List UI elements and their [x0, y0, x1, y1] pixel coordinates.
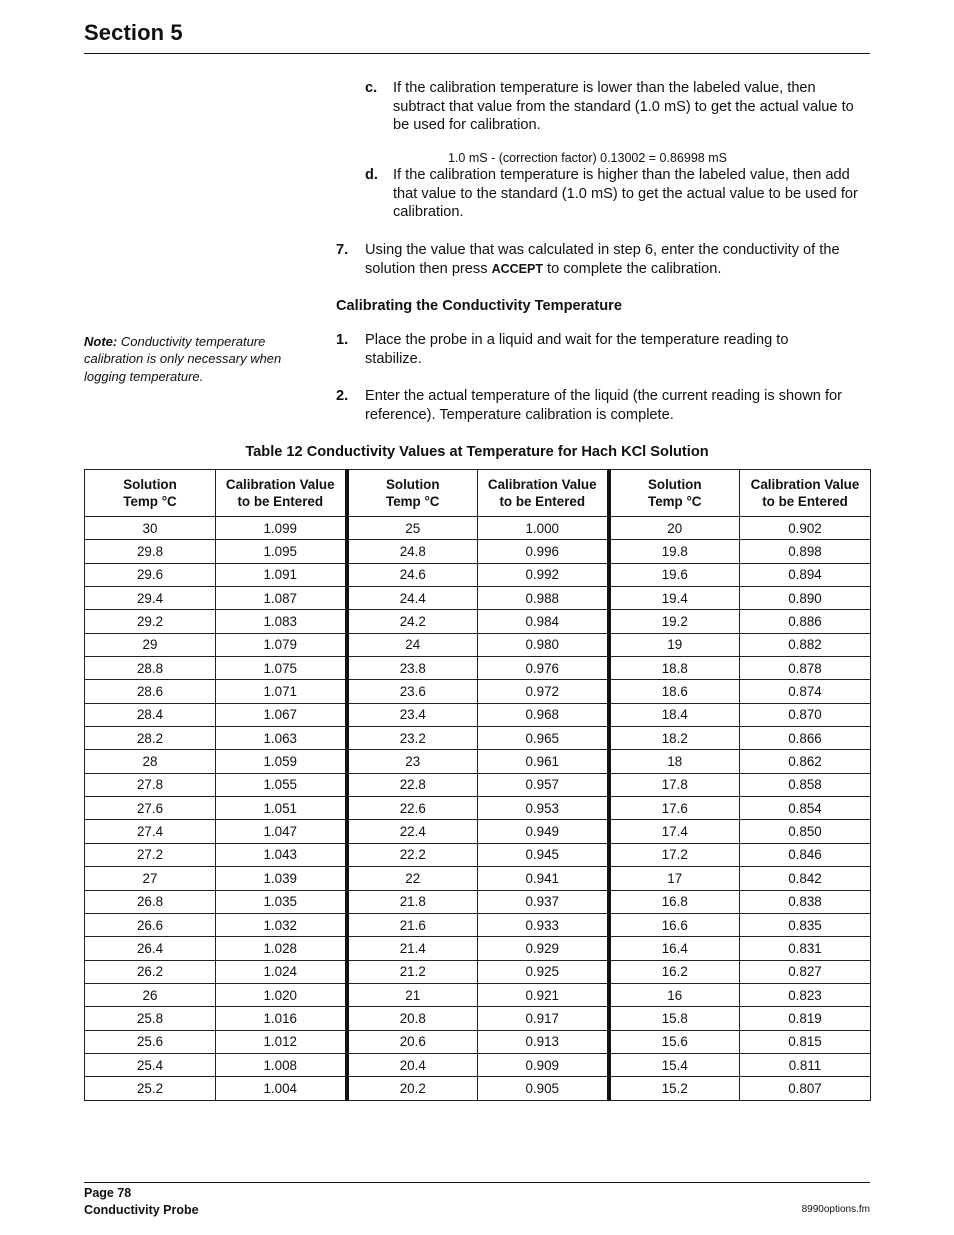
table-cell: 29.2 — [85, 610, 216, 633]
table-cell: 23 — [347, 750, 478, 773]
table-cell: 0.941 — [478, 867, 609, 890]
table-cell: 1.000 — [478, 517, 609, 540]
step-d-label: d. — [365, 167, 378, 183]
table-cell: 1.087 — [216, 587, 347, 610]
table-cell: 30 — [85, 517, 216, 540]
table-cell: 18.2 — [609, 727, 740, 750]
temp-step-1-label: 1. — [336, 332, 349, 348]
table-cell: 22.8 — [347, 773, 478, 796]
table-cell: 0.827 — [740, 960, 871, 983]
table-row — [85, 680, 871, 703]
table-cell: 0.917 — [478, 1007, 609, 1030]
correction-equation: 1.0 mS - (correction factor) 0.13002 = 0.86998 mS — [448, 151, 727, 165]
table-cell: 0.976 — [478, 657, 609, 680]
table-cell: 0.807 — [740, 1077, 871, 1100]
table-cell: 1.075 — [216, 657, 347, 680]
table-cell: 0.905 — [478, 1077, 609, 1100]
table-cell: 22 — [347, 867, 478, 890]
step-d-text: If the calibration temperature is higher than the labeled value, then add that value to the standard (1.0 mS) to get the actual value to be used for calibration. — [393, 167, 858, 220]
table-cell: 1.099 — [216, 517, 347, 540]
table-cell: 0.980 — [478, 633, 609, 656]
header-cell — [85, 470, 216, 517]
table-cell: 0.858 — [740, 773, 871, 796]
table-cell: 1.071 — [216, 680, 347, 703]
header-line: Solution — [385, 477, 440, 492]
table-row — [85, 703, 871, 726]
table-row — [85, 517, 871, 540]
conductivity-table — [84, 469, 871, 1101]
step-7 — [336, 241, 870, 278]
table-cell: 28.2 — [85, 727, 216, 750]
table-cell: 0.866 — [740, 727, 871, 750]
table-cell: 1.059 — [216, 750, 347, 773]
table-row — [85, 610, 871, 633]
table-row — [85, 960, 871, 983]
table-cell: 1.004 — [216, 1077, 347, 1100]
table-cell: 1.032 — [216, 913, 347, 936]
table-cell: 0.996 — [478, 540, 609, 563]
step-d — [365, 166, 870, 222]
table-cell: 15.4 — [609, 1053, 740, 1076]
table-cell: 20.2 — [347, 1077, 478, 1100]
table-body — [85, 517, 871, 1101]
table-cell: 1.067 — [216, 703, 347, 726]
table-cell: 0.937 — [478, 890, 609, 913]
table-cell: 18.4 — [609, 703, 740, 726]
temp-step-2-label: 2. — [336, 388, 349, 404]
table-cell: 25 — [347, 517, 478, 540]
footer-left — [84, 1185, 199, 1219]
table-cell: 16.6 — [609, 913, 740, 936]
table-row — [85, 633, 871, 656]
header-line: Temp °C — [386, 494, 440, 509]
table-cell: 0.815 — [740, 1030, 871, 1053]
table-cell: 0.965 — [478, 727, 609, 750]
table-row — [85, 913, 871, 936]
header-line: Calibration Value — [750, 477, 860, 492]
table-row — [85, 773, 871, 796]
note — [84, 333, 309, 385]
table-row — [85, 890, 871, 913]
table-cell: 23.6 — [347, 680, 478, 703]
temp-step-2 — [336, 387, 870, 424]
table-cell: 18 — [609, 750, 740, 773]
header-line: to be Entered — [237, 494, 324, 509]
table-cell: 19.8 — [609, 540, 740, 563]
table-cell: 28 — [85, 750, 216, 773]
header-line: Calibration Value — [225, 477, 335, 492]
table-cell: 20 — [609, 517, 740, 540]
table-cell: 23.4 — [347, 703, 478, 726]
table-cell: 0.874 — [740, 680, 871, 703]
table-cell: 1.024 — [216, 960, 347, 983]
table-cell: 22.2 — [347, 843, 478, 866]
table-cell: 26.4 — [85, 937, 216, 960]
step-c — [365, 79, 870, 135]
header-line: to be Entered — [762, 494, 848, 509]
table-cell: 29.4 — [85, 587, 216, 610]
table-cell: 27 — [85, 867, 216, 890]
table-row — [85, 587, 871, 610]
table-cell: 0.945 — [478, 843, 609, 866]
table-cell: 15.8 — [609, 1007, 740, 1030]
table-row — [85, 540, 871, 563]
table-row — [85, 797, 871, 820]
table-row — [85, 727, 871, 750]
table-cell: 25.6 — [85, 1030, 216, 1053]
table-cell: 20.8 — [347, 1007, 478, 1030]
table-row — [85, 867, 871, 890]
table-cell: 1.035 — [216, 890, 347, 913]
table-cell: 21.4 — [347, 937, 478, 960]
table-cell: 21.2 — [347, 960, 478, 983]
table-row — [85, 937, 871, 960]
table-cell: 0.894 — [740, 563, 871, 586]
table-cell: 25.8 — [85, 1007, 216, 1030]
header-cell — [609, 470, 740, 517]
table-cell: 0.819 — [740, 1007, 871, 1030]
table-cell: 21 — [347, 983, 478, 1006]
table-cell: 17 — [609, 867, 740, 890]
document-title: Conductivity Probe — [84, 1203, 199, 1217]
table-cell: 0.850 — [740, 820, 871, 843]
table-cell: 26.2 — [85, 960, 216, 983]
table-cell: 1.091 — [216, 563, 347, 586]
table-cell: 21.6 — [347, 913, 478, 936]
header-line: Temp °C — [123, 494, 177, 509]
table-cell: 15.2 — [609, 1077, 740, 1100]
table-cell: 0.909 — [478, 1053, 609, 1076]
table-cell: 1.095 — [216, 540, 347, 563]
table-cell: 29.6 — [85, 563, 216, 586]
note-label: Note: — [84, 334, 118, 349]
table-cell: 0.921 — [478, 983, 609, 1006]
table-cell: 0.862 — [740, 750, 871, 773]
table-caption: Table 12 Conductivity Values at Temperature for Hach KCl Solution — [245, 444, 709, 460]
table-cell: 0.882 — [740, 633, 871, 656]
table-cell: 1.008 — [216, 1053, 347, 1076]
table-cell: 17.2 — [609, 843, 740, 866]
table-cell: 0.898 — [740, 540, 871, 563]
table-cell: 1.043 — [216, 843, 347, 866]
table-cell: 29.8 — [85, 540, 216, 563]
table-cell: 0.925 — [478, 960, 609, 983]
header-cell — [347, 470, 478, 517]
table-cell: 1.051 — [216, 797, 347, 820]
table-cell: 22.4 — [347, 820, 478, 843]
header-rule — [84, 53, 870, 54]
table-cell: 23.8 — [347, 657, 478, 680]
table-cell: 16 — [609, 983, 740, 1006]
table-cell: 24.8 — [347, 540, 478, 563]
table-cell: 0.831 — [740, 937, 871, 960]
table-cell: 0.902 — [740, 517, 871, 540]
table-cell: 1.055 — [216, 773, 347, 796]
header-cell — [216, 470, 347, 517]
table-row — [85, 1007, 871, 1030]
table-cell: 1.079 — [216, 633, 347, 656]
header-cell — [478, 470, 609, 517]
table-cell: 28.4 — [85, 703, 216, 726]
header-cell — [740, 470, 871, 517]
table-cell: 16.2 — [609, 960, 740, 983]
table-row — [85, 983, 871, 1006]
table-cell: 28.6 — [85, 680, 216, 703]
table-row — [85, 750, 871, 773]
table-row — [85, 1053, 871, 1076]
table-cell: 0.992 — [478, 563, 609, 586]
step-c-label: c. — [365, 80, 378, 96]
table-cell: 0.842 — [740, 867, 871, 890]
table-cell: 0.846 — [740, 843, 871, 866]
table-cell: 26.8 — [85, 890, 216, 913]
table-cell: 0.823 — [740, 983, 871, 1006]
accept-key: ACCEPT — [491, 261, 543, 276]
table-cell: 20.6 — [347, 1030, 478, 1053]
table-cell: 19.6 — [609, 563, 740, 586]
table-row — [85, 1077, 871, 1100]
table-cell: 27.2 — [85, 843, 216, 866]
table-cell: 22.6 — [347, 797, 478, 820]
table-cell: 19.4 — [609, 587, 740, 610]
header-line: to be Entered — [499, 494, 586, 509]
table-cell: 17.6 — [609, 797, 740, 820]
step-7-label: 7. — [336, 242, 349, 258]
table-cell: 0.811 — [740, 1053, 871, 1076]
header-line: Solution — [647, 477, 702, 492]
header-line: Temp °C — [648, 494, 702, 509]
table-cell: 0.953 — [478, 797, 609, 820]
table-cell: 29 — [85, 633, 216, 656]
table-cell: 0.929 — [478, 937, 609, 960]
table-cell: 0.878 — [740, 657, 871, 680]
table-cell: 19.2 — [609, 610, 740, 633]
table-cell: 16.8 — [609, 890, 740, 913]
table-cell: 27.6 — [85, 797, 216, 820]
table-cell: 25.2 — [85, 1077, 216, 1100]
table-cell: 20.4 — [347, 1053, 478, 1076]
table-cell: 21.8 — [347, 890, 478, 913]
table-cell: 0.870 — [740, 703, 871, 726]
table-cell: 23.2 — [347, 727, 478, 750]
table-row — [85, 1030, 871, 1053]
table-cell: 19 — [609, 633, 740, 656]
table-cell: 0.933 — [478, 913, 609, 936]
table-cell: 28.8 — [85, 657, 216, 680]
table-cell: 0.968 — [478, 703, 609, 726]
table-cell: 0.913 — [478, 1030, 609, 1053]
table-cell: 0.890 — [740, 587, 871, 610]
page-number: Page 78 — [84, 1186, 132, 1200]
header-line: Calibration Value — [487, 477, 597, 492]
table-header-row — [85, 470, 871, 517]
table-cell: 24.6 — [347, 563, 478, 586]
temp-step-2-text: Enter the actual temperature of the liquid (the current reading is shown for reference). Temperature calibration is complete. — [365, 388, 842, 423]
table-cell: 24.4 — [347, 587, 478, 610]
table-cell: 1.039 — [216, 867, 347, 890]
step-7-text-before: Using the value that was calculated in step 6, enter the conductivity of the solution then press — [365, 242, 840, 277]
table-cell: 0.988 — [478, 587, 609, 610]
table-cell: 0.835 — [740, 913, 871, 936]
table-cell: 0.854 — [740, 797, 871, 820]
table-cell: 24 — [347, 633, 478, 656]
table-cell: 25.4 — [85, 1053, 216, 1076]
table-cell: 1.083 — [216, 610, 347, 633]
table-row — [85, 820, 871, 843]
table-cell: 18.8 — [609, 657, 740, 680]
table-cell: 17.4 — [609, 820, 740, 843]
table-cell: 16.4 — [609, 937, 740, 960]
table-cell: 0.972 — [478, 680, 609, 703]
table-cell: 0.957 — [478, 773, 609, 796]
table-cell: 27.8 — [85, 773, 216, 796]
table-cell: 1.063 — [216, 727, 347, 750]
table-cell: 27.4 — [85, 820, 216, 843]
table-cell: 1.047 — [216, 820, 347, 843]
temp-step-1 — [336, 331, 811, 368]
step-7-text-after: to complete the calibration. — [542, 260, 722, 277]
table-cell: 1.020 — [216, 983, 347, 1006]
table-row — [85, 657, 871, 680]
note-text: Conductivity temperature calibration is only necessary when logging temperature. — [84, 334, 282, 384]
source-filename: 8990options.fm — [801, 1204, 870, 1215]
table-row — [85, 843, 871, 866]
table-cell: 0.984 — [478, 610, 609, 633]
table-cell: 0.961 — [478, 750, 609, 773]
table-cell: 18.6 — [609, 680, 740, 703]
temp-calibration-heading: Calibrating the Conductivity Temperature — [336, 298, 622, 314]
table-cell: 17.8 — [609, 773, 740, 796]
table-cell: 1.028 — [216, 937, 347, 960]
table-cell: 26.6 — [85, 913, 216, 936]
table-cell: 1.016 — [216, 1007, 347, 1030]
step-c-text: If the calibration temperature is lower than the labeled value, then subtract that value from the standard (1.0 mS) to get the actual value to be used for calibration. — [393, 80, 854, 133]
table-cell: 0.949 — [478, 820, 609, 843]
temp-step-1-text: Place the probe in a liquid and wait for the temperature reading to stabilize. — [365, 332, 789, 367]
table-row — [85, 563, 871, 586]
table-cell: 26 — [85, 983, 216, 1006]
table-cell: 24.2 — [347, 610, 478, 633]
footer-rule — [84, 1182, 870, 1183]
table-cell: 1.012 — [216, 1030, 347, 1053]
section-title: Section 5 — [84, 20, 183, 45]
table-cell: 0.838 — [740, 890, 871, 913]
table-cell: 0.886 — [740, 610, 871, 633]
header-line: Solution — [123, 477, 177, 492]
table-cell: 15.6 — [609, 1030, 740, 1053]
step-7-text — [365, 241, 870, 278]
